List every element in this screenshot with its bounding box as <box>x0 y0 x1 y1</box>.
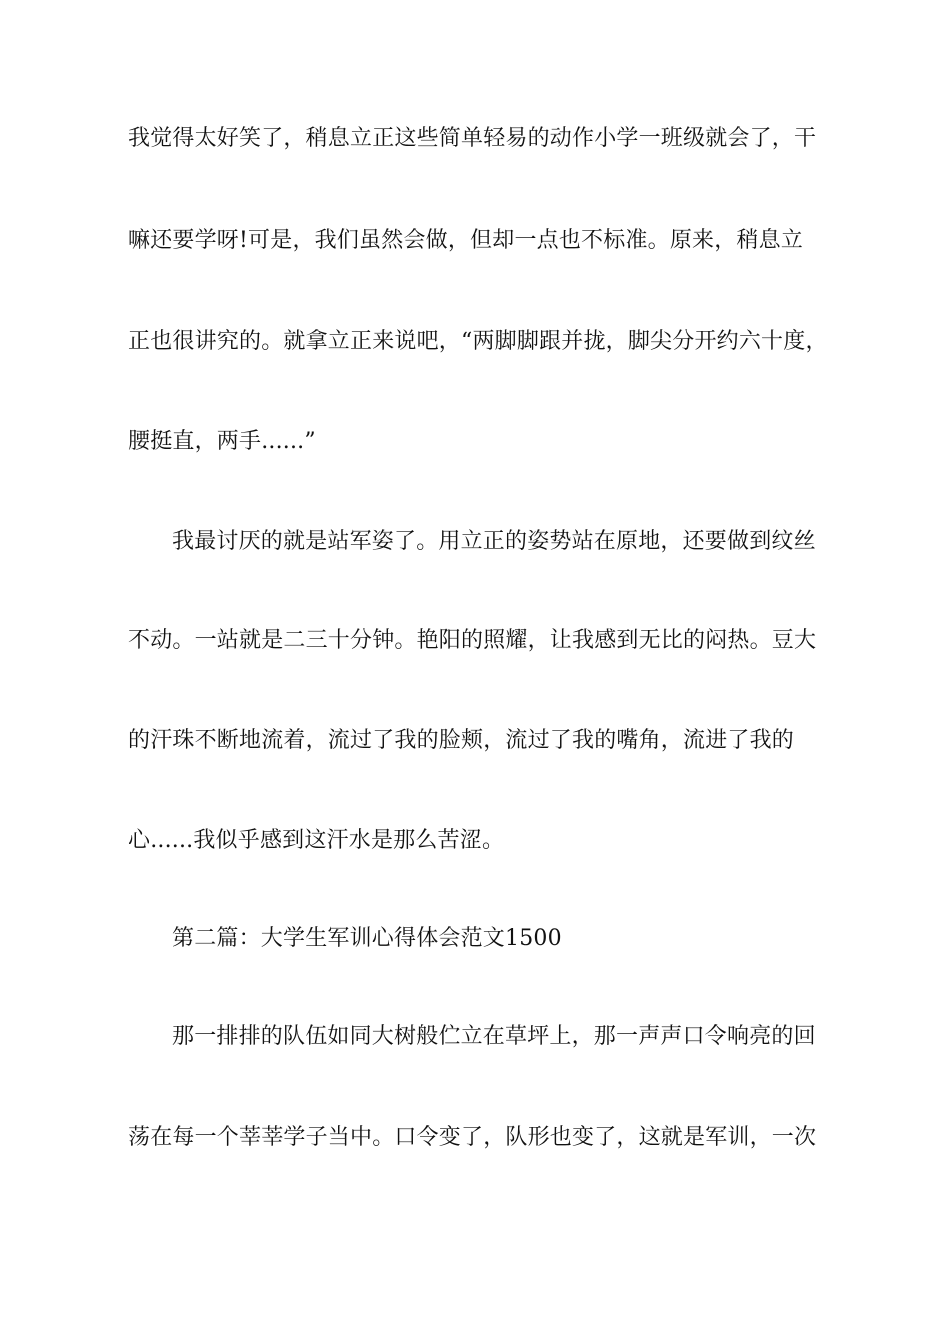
paragraph-line: 正也很讲究的。就拿立正来说吧，“两脚脚跟并拢，脚尖分开约六十度， <box>128 329 828 354</box>
paragraph-line: 那一排排的队伍如同大树般伫立在草坪上，那一声声口令响亮的回 <box>172 1024 816 1049</box>
paragraph-line: 不动。一站就是二三十分钟。艳阳的照耀，让我感到无比的闷热。豆大 <box>128 628 817 653</box>
paragraph-line: 我觉得太好笑了，稍息立正这些简单轻易的动作小学一班级就会了，干 <box>128 126 817 151</box>
section-heading: 第二篇：大学生军训心得体会范文1500 <box>172 926 562 951</box>
paragraph-line: 嘛还要学呀!可是，我们虽然会做，但却一点也不标准。原来，稍息立 <box>128 228 804 253</box>
paragraph-line: 的汗珠不断地流着，流过了我的脸颊，流过了我的嘴角，流进了我的 <box>128 728 795 753</box>
paragraph-line: 我最讨厌的就是站军姿了。用立正的姿势站在原地，还要做到纹丝 <box>172 529 816 554</box>
paragraph-line: 荡在每一个莘莘学子当中。口令变了，队形也变了，这就是军训，一次 <box>128 1125 817 1150</box>
paragraph-line: 腰挺直，两手......” <box>128 429 316 454</box>
paragraph-line: 心......我似乎感到这汗水是那么苦涩。 <box>128 828 505 853</box>
